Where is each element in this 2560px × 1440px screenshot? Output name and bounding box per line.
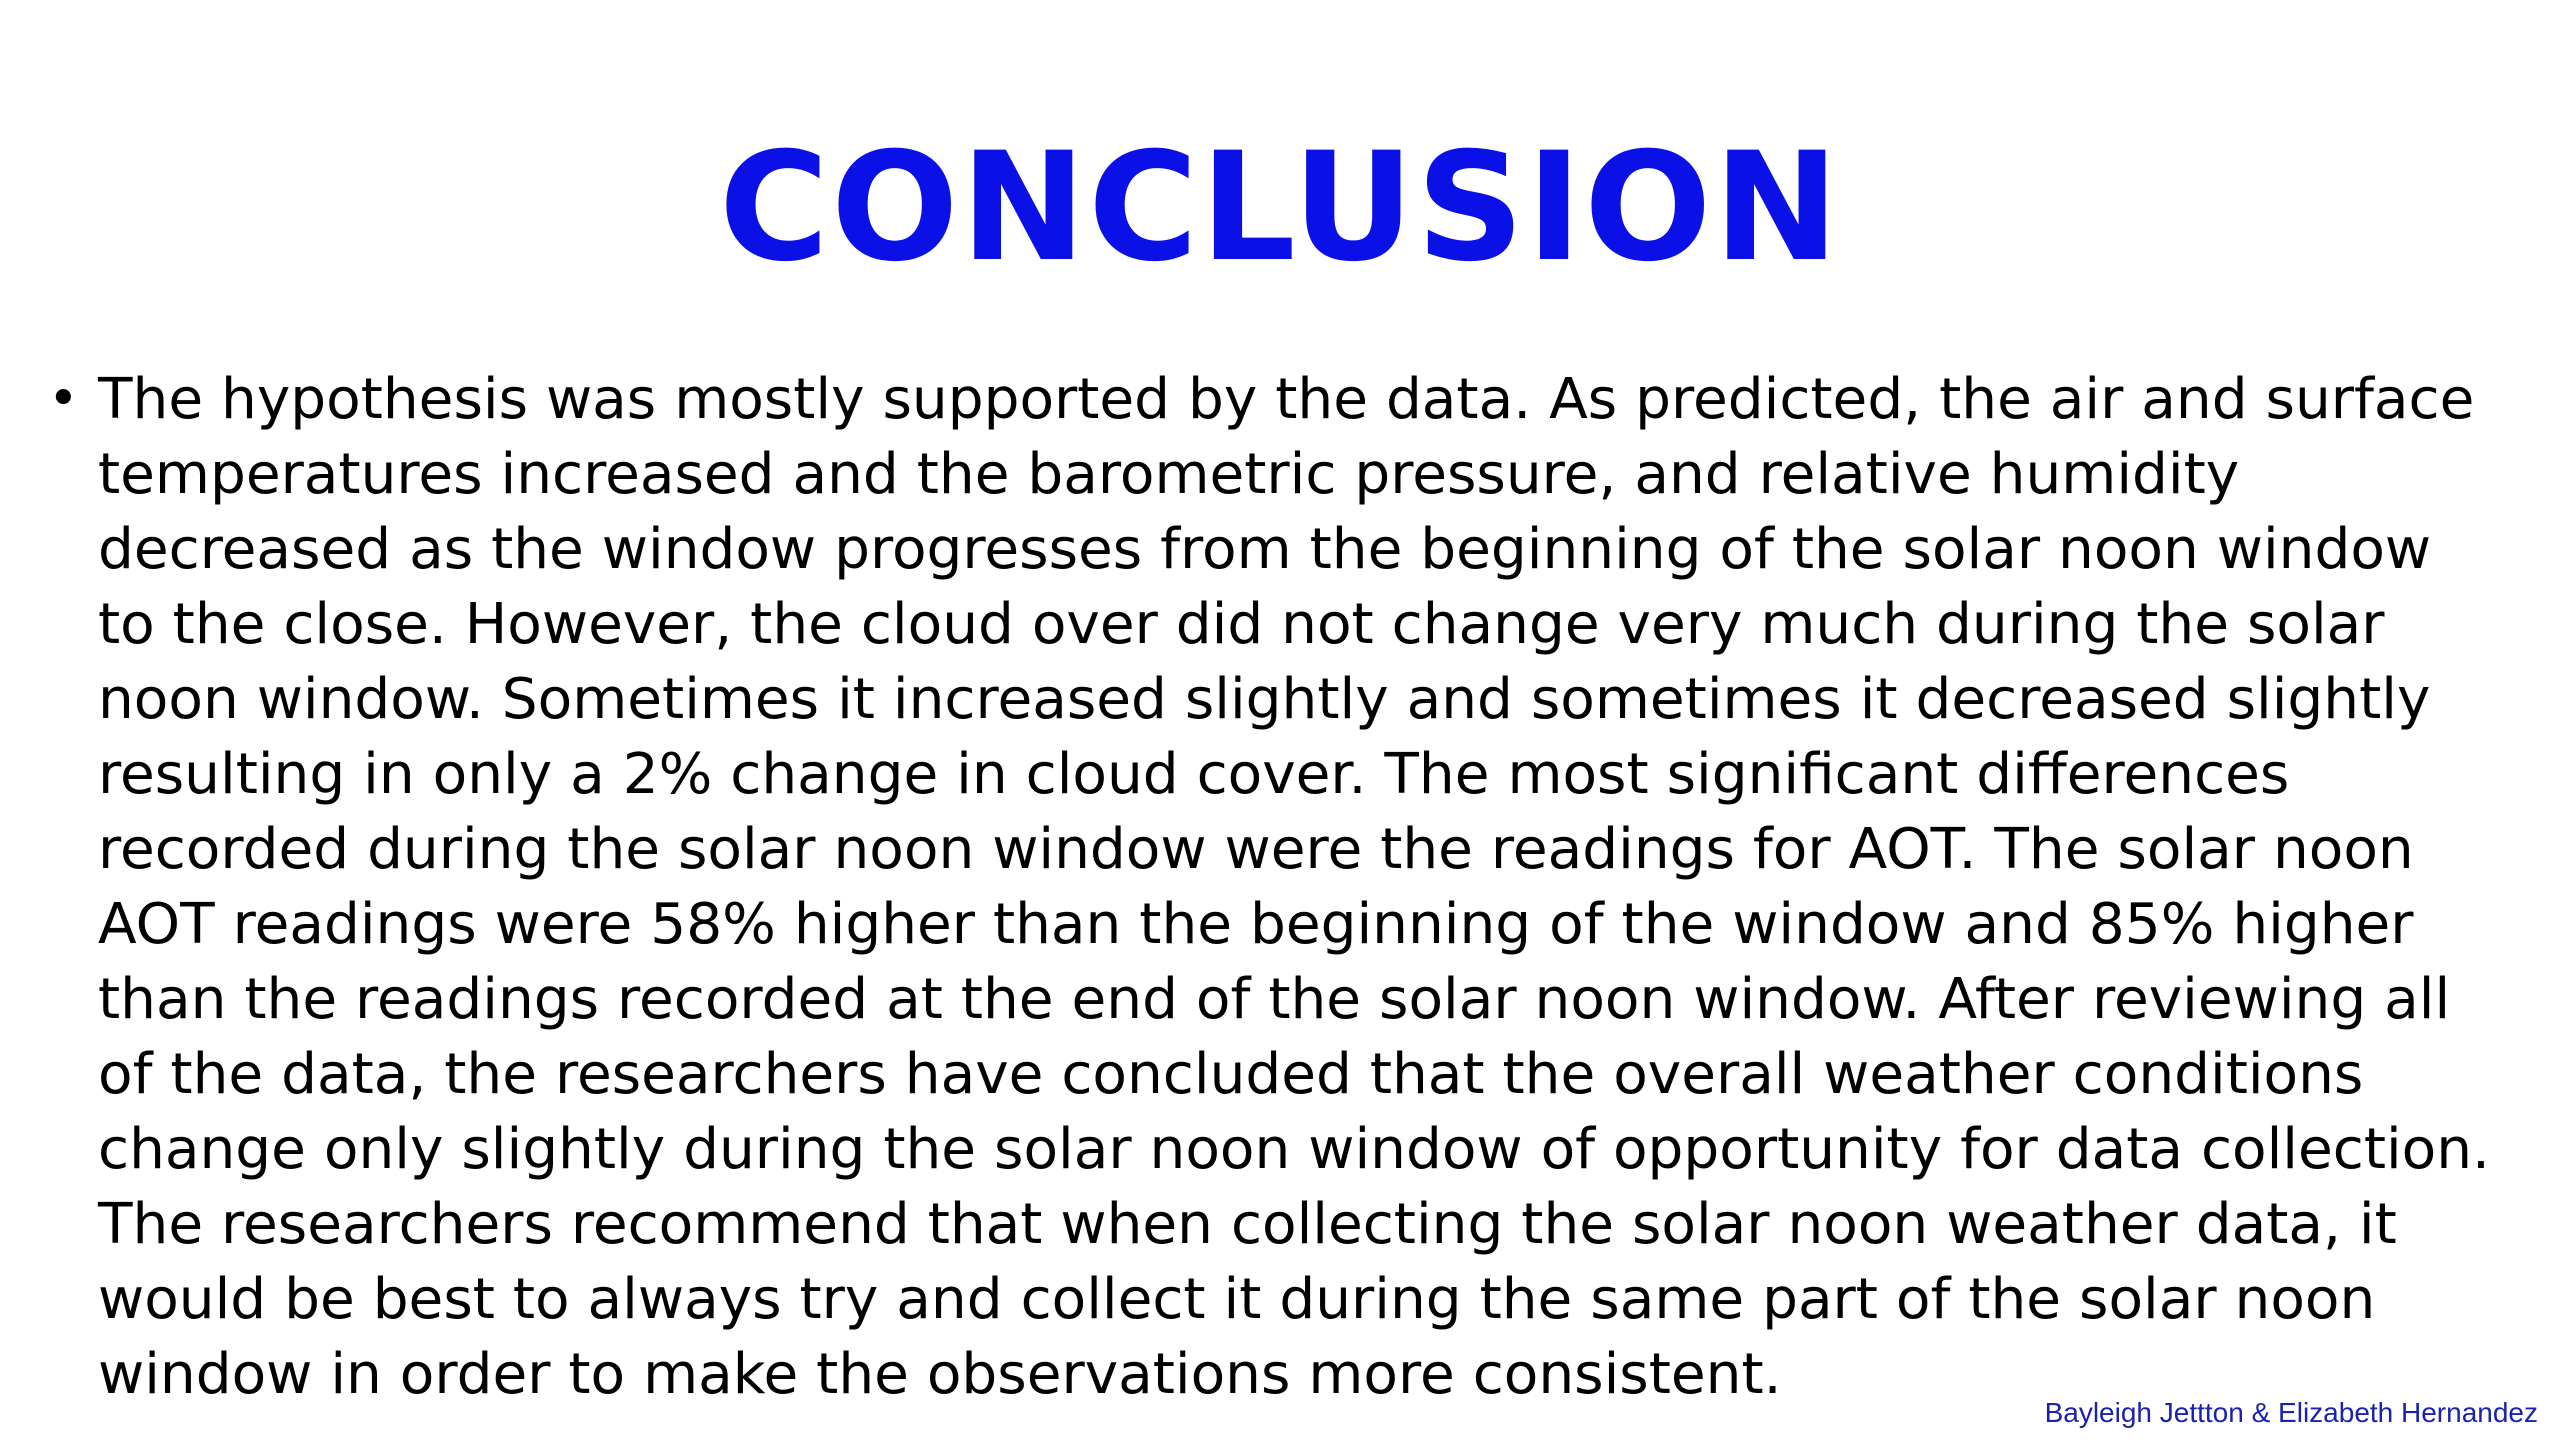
author-credit: Bayleigh Jettton & Elizabeth Hernandez <box>2044 1397 2538 1428</box>
paragraph-line: than the readings recorded at the end of the solar noon window. After reviewing all <box>98 967 2451 1032</box>
paragraph-line: window in order to make the observations more consistent. <box>98 1342 1782 1407</box>
paragraph-line: The hypothesis was mostly supported by the data. As predicted, the air and surface <box>98 367 2475 432</box>
slide-body <box>48 362 2528 1412</box>
bullet-item <box>48 362 2528 1412</box>
paragraph-line: decreased as the window progresses from the beginning of the solar noon window <box>98 517 2432 582</box>
paragraph-line: of the data, the researchers have concluded that the overall weather conditions <box>98 1042 2364 1107</box>
paragraph-line: The researchers recommend that when collecting the solar noon weather data, it <box>98 1192 2397 1257</box>
paragraph-line: would be best to always try and collect it during the same part of the solar noon <box>98 1267 2376 1332</box>
paragraph-line: to the close. However, the cloud over did not change very much during the solar <box>98 592 2385 657</box>
bullet-icon: • <box>48 369 79 429</box>
paragraph-line: noon window. Sometimes it increased slightly and sometimes it decreased slightly <box>98 667 2431 732</box>
paragraph-line: change only slightly during the solar noon window of opportunity for data collection. <box>98 1117 2491 1182</box>
conclusion-paragraph <box>98 362 2528 1412</box>
slide-title: CONCLUSION <box>718 121 1842 295</box>
paragraph-line: temperatures increased and the barometric pressure, and relative humidity <box>98 442 2240 507</box>
paragraph-line: resulting in only a 2% change in cloud cover. The most significant differences <box>98 742 2290 807</box>
paragraph-line: AOT readings were 58% higher than the beginning of the window and 85% higher <box>98 892 2414 957</box>
paragraph-line: recorded during the solar noon window were the readings for AOT. The solar noon <box>98 817 2414 882</box>
